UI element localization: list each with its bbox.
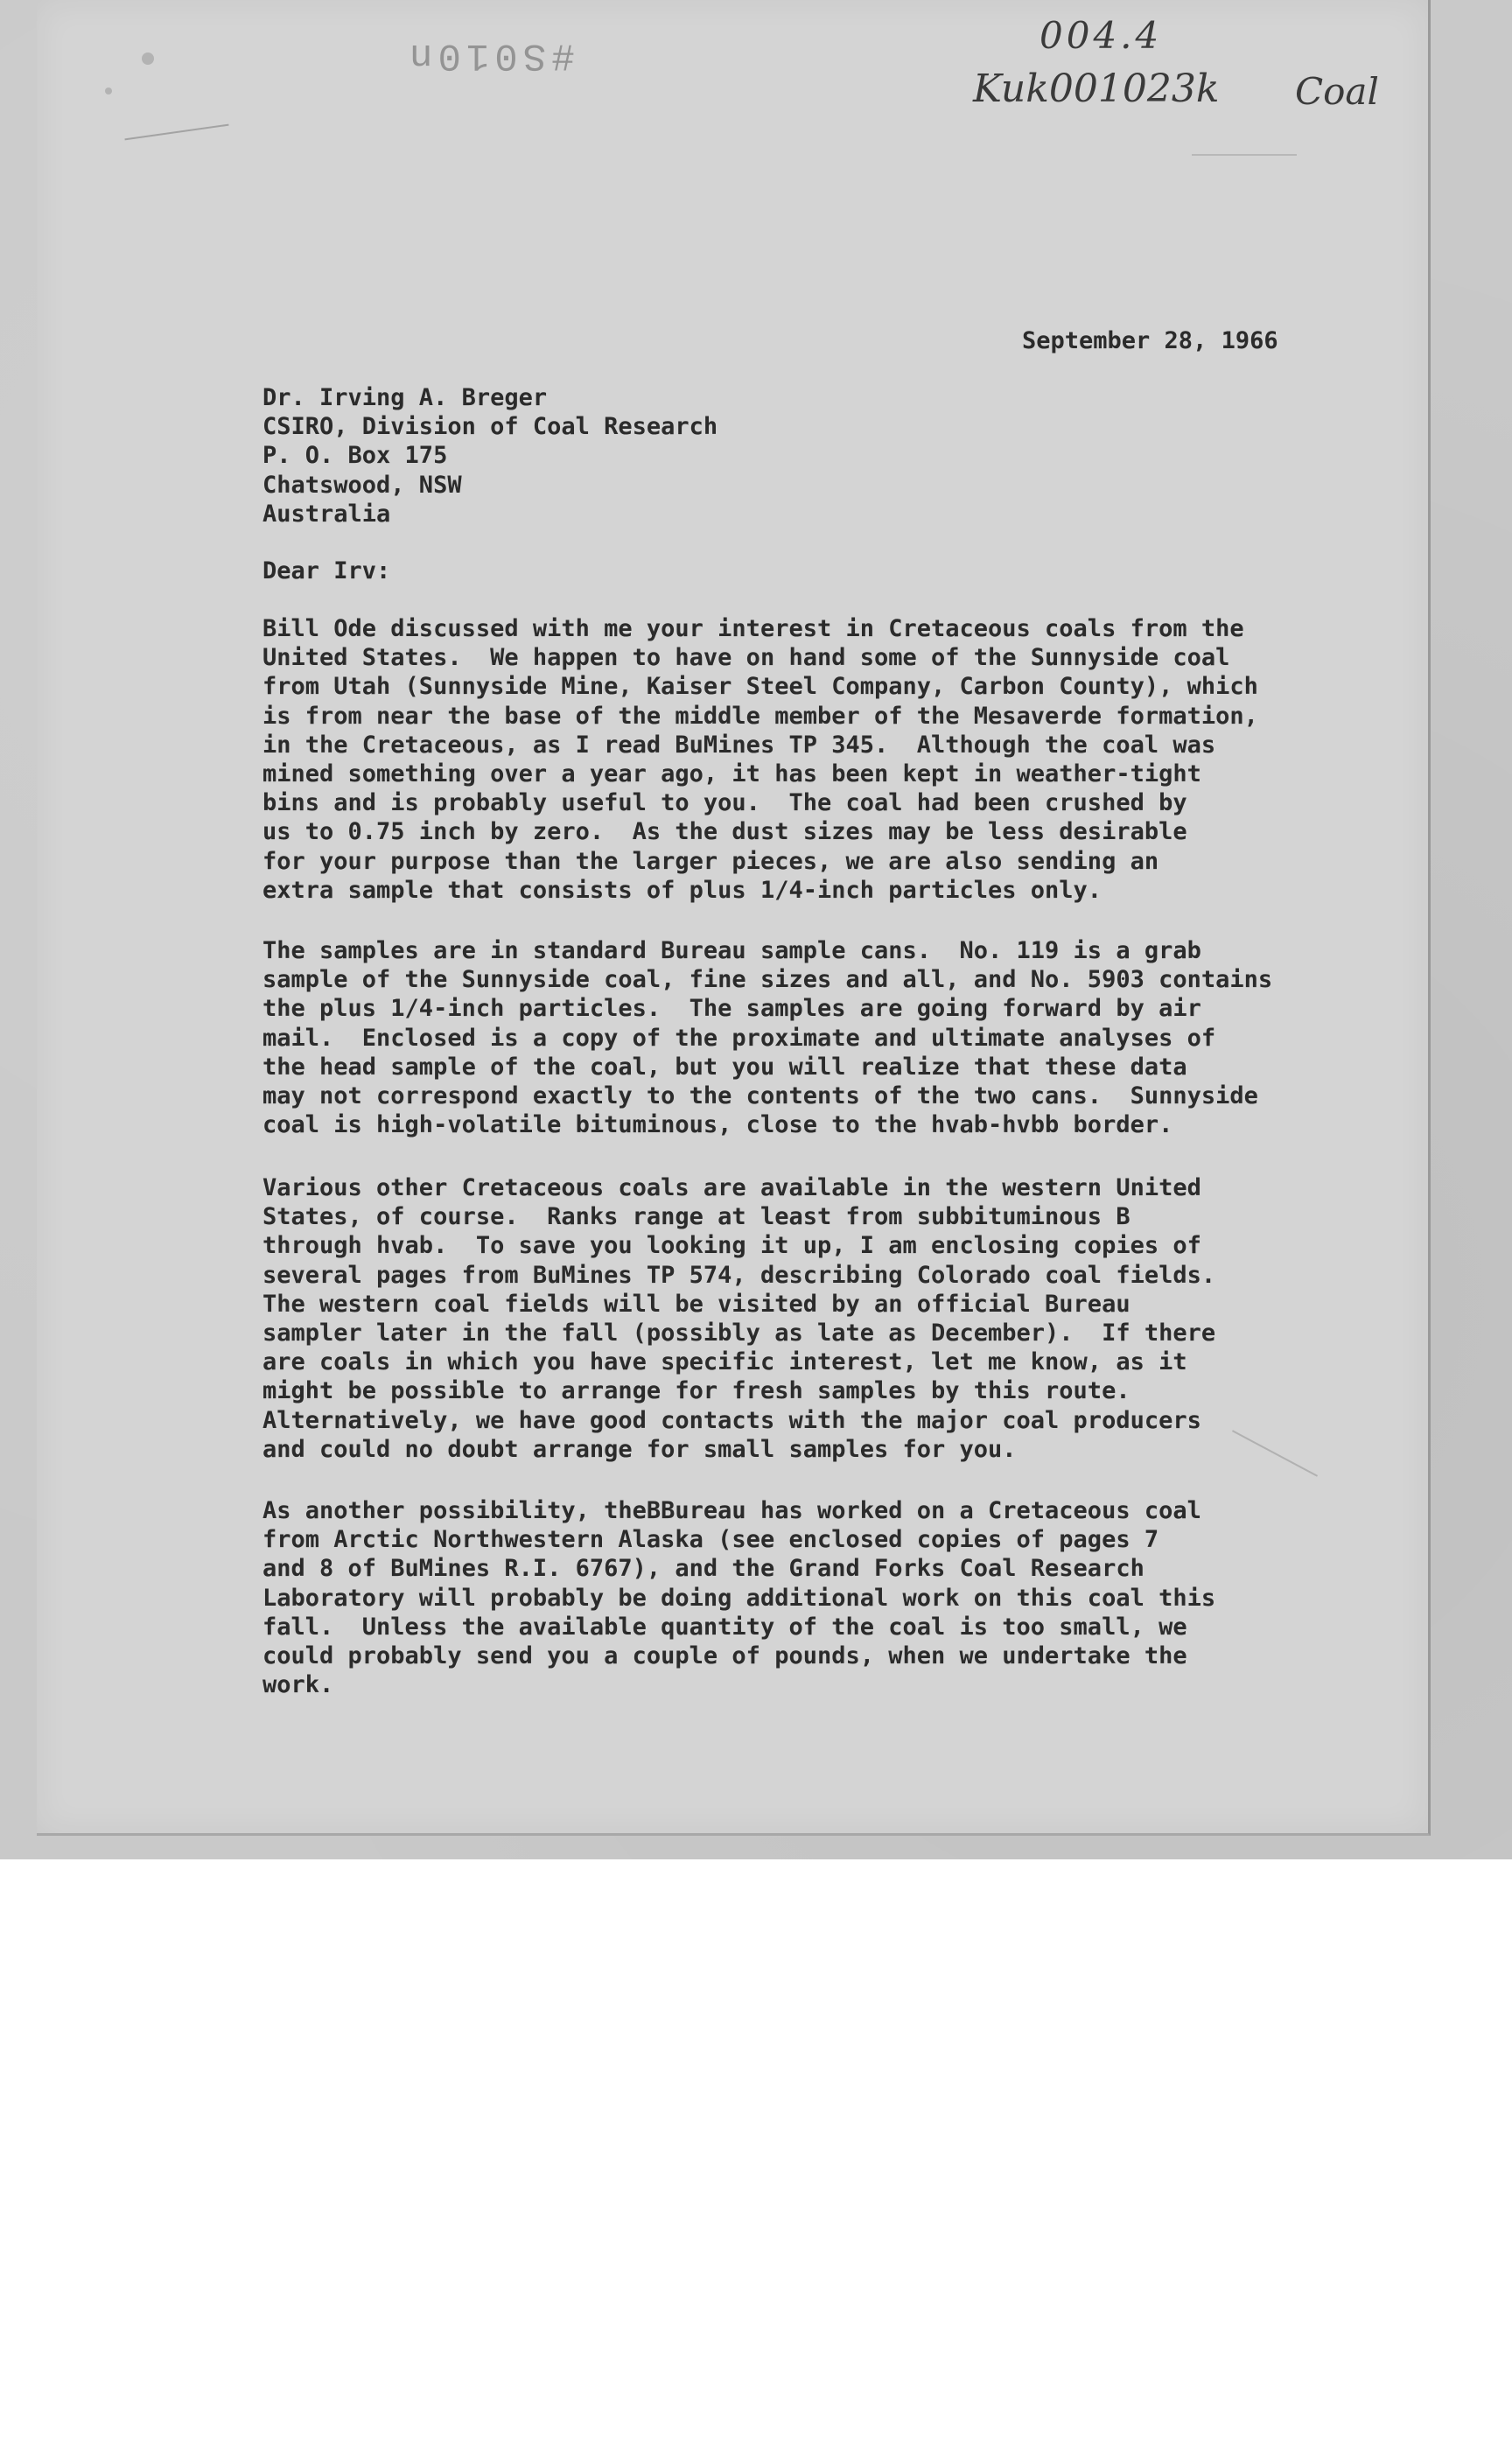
paragraph-line: from Arctic Northwestern Alaska (see enclosed copies of pages 7 <box>262 1526 1159 1554</box>
paragraph-line: sampler later in the fall (possibly as late as December). If there <box>262 1320 1216 1348</box>
paragraph-line: Bill Ode discussed with me your interest in Cretaceous coals from the <box>262 615 1244 642</box>
filing-stamp: #S010n <box>404 33 575 77</box>
paragraph-line: Laboratory will probably be doing additional work on this coal this <box>262 1584 1216 1612</box>
ink-smudge <box>105 88 112 94</box>
address-line: Dr. Irving A. Breger <box>262 384 548 411</box>
paragraph-line: The western coal fields will be visited by an official Bureau <box>262 1290 1130 1318</box>
scan-mark <box>1192 154 1297 156</box>
address-line: Australia <box>262 500 391 528</box>
ink-smudge <box>142 52 154 65</box>
paragraph-line: through hvab. To save you looking it up, I am enclosing copies of <box>262 1232 1201 1260</box>
paragraph-line: could probably send you a couple of pounds, when we undertake the <box>262 1642 1187 1670</box>
paragraph-line: extra sample that consists of plus 1/4-inch particles only. <box>262 876 1102 904</box>
paragraph-line: are coals in which you have specific interest, let me know, as it <box>262 1348 1187 1376</box>
paragraph-line: States, of course. Ranks range at least from subbituminous B <box>262 1203 1130 1231</box>
paragraph-4 <box>262 1496 1215 1699</box>
paragraph-line: might be possible to arrange for fresh samples by this route. <box>262 1377 1130 1405</box>
scan-mark <box>124 124 228 141</box>
paragraph-line: coal is high-volatile bituminous, close to the hvab-hvbb border. <box>262 1111 1173 1139</box>
paragraph-line: several pages from BuMines TP 574, describing Colorado coal fields. <box>262 1261 1216 1289</box>
handwritten-subject: Coal <box>1295 70 1379 113</box>
paragraph-line: United States. We happen to have on hand some of the Sunnyside coal <box>262 644 1230 672</box>
paragraph-line: sample of the Sunnyside coal, fine sizes and all, and No. 5903 contains <box>262 966 1273 994</box>
address-line: CSIRO, Division of Coal Research <box>262 413 718 441</box>
paragraph-1 <box>262 614 1258 905</box>
handwritten-file-code: Kuk001023k <box>973 66 1220 111</box>
paragraph-3 <box>262 1173 1215 1464</box>
paragraph-2 <box>262 936 1272 1139</box>
address-line: Chatswood, NSW <box>262 471 462 499</box>
paragraph-line: mail. Enclosed is a copy of the proximate and ultimate analyses of <box>262 1024 1216 1052</box>
paragraph-line: from Utah (Sunnyside Mine, Kaiser Steel Company, Carbon County), which <box>262 673 1258 701</box>
paragraph-line: work. <box>262 1671 334 1699</box>
letter-date: September 28, 1966 <box>1022 327 1278 354</box>
paragraph-line: the plus 1/4-inch particles. The samples are going forward by air <box>262 995 1201 1023</box>
paragraph-line: Various other Cretaceous coals are available in the western United <box>262 1174 1201 1201</box>
paragraph-line: The samples are in standard Bureau sample cans. No. 119 is a grab <box>262 937 1201 964</box>
recipient-address <box>262 383 718 528</box>
address-line: P. O. Box 175 <box>262 442 448 470</box>
handwritten-file-number: 004.4 <box>1040 14 1163 57</box>
scan-mark <box>1232 1430 1318 1476</box>
paragraph-line: and could no doubt arrange for small samples for you. <box>262 1435 1017 1463</box>
paragraph-line: is from near the base of the middle member of the Mesaverde formation, <box>262 702 1258 730</box>
paragraph-line: may not correspond exactly to the contents of the two cans. Sunnyside <box>262 1082 1258 1110</box>
paragraph-line: bins and is probably useful to you. The coal had been crushed by <box>262 789 1187 817</box>
paragraph-line: Alternatively, we have good contacts with the major coal producers <box>262 1406 1201 1434</box>
paragraph-line: As another possibility, theBBureau has worked on a Cretaceous coal <box>262 1497 1201 1524</box>
paragraph-line: for your purpose than the larger pieces, we are also sending an <box>262 847 1159 875</box>
salutation: Dear Irv: <box>262 557 391 584</box>
paragraph-line: and 8 of BuMines R.I. 6767), and the Grand Forks Coal Research <box>262 1555 1144 1583</box>
paragraph-line: in the Cretaceous, as I read BuMines TP 345. Although the coal was <box>262 731 1216 759</box>
paragraph-line: us to 0.75 inch by zero. As the dust sizes may be less desirable <box>262 818 1187 846</box>
paragraph-line: fall. Unless the available quantity of the coal is too small, we <box>262 1613 1187 1641</box>
paragraph-line: the head sample of the coal, but you will realize that these data <box>262 1053 1187 1081</box>
paragraph-line: mined something over a year ago, it has been kept in weather-tight <box>262 760 1201 788</box>
